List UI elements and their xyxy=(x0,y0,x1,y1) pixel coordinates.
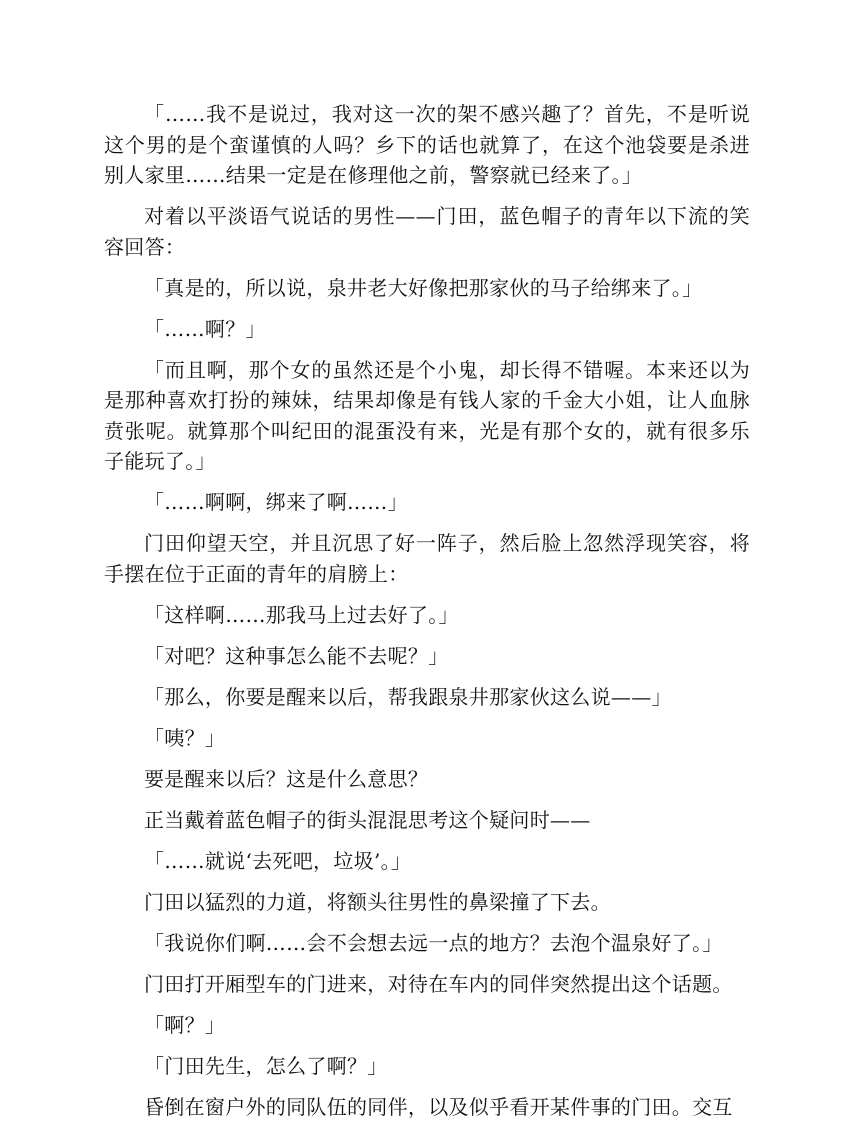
paragraph: 「咦？」 xyxy=(144,725,226,750)
paragraph: 「那么，你要是醒来以后，帮我跟泉井那家伙这么说——」 xyxy=(144,684,672,709)
paragraph: 「这样啊……那我马上过去好了。」 xyxy=(144,602,459,627)
paragraph: 门田仰望天空，并且沉思了好一阵子，然后脸上忽然浮现笑容，将手摆在位于正面的青年的肩膀上： xyxy=(104,531,750,586)
paragraph: 昏倒在窗户外的同队伍的同伴，以及似乎看开某件事的门田。交互 xyxy=(144,1094,733,1119)
paragraph: 要是醒来以后？这是什么意思？ xyxy=(144,766,429,791)
paragraph: 「对吧？这种事怎么能不去呢？」 xyxy=(144,643,449,668)
paragraph: 「而且啊，那个女的虽然还是个小鬼，却长得不错喔。本来还以为是那种喜欢打扮的辣妹，结果却像是有钱人家的千金大小姐，让人血脉贲张呢。就算那个叫纪田的混蛋没有来，光是有那个女的，就有很多乐子能玩了。」 xyxy=(104,357,750,473)
paragraph: 「……就说‘去死吧，垃圾’。」 xyxy=(144,848,412,873)
paragraph: 「真是的，所以说，泉井老大好像把那家伙的马子给绑来了。」 xyxy=(144,275,703,300)
paragraph: 对着以平淡语气说话的男性——门田，蓝色帽子的青年以下流的笑容回答： xyxy=(104,204,750,259)
paragraph: 门田以猛烈的力道，将额头往男性的鼻梁撞了下去。 xyxy=(144,889,611,914)
paragraph: 「……我不是说过，我对这一次的架不感兴趣了？首先，不是听说这个男的是个蛮谨慎的人吗？乡下的话也就算了，在这个池袋要是杀进别人家里……结果一定是在修理他之前，警察就已经来了。」 xyxy=(104,102,750,187)
paragraph: 正当戴着蓝色帽子的街头混混思考这个疑问时—— xyxy=(144,807,591,832)
paragraph: 「门田先生，怎么了啊？」 xyxy=(144,1053,388,1078)
paragraph: 门田打开厢型车的门进来，对待在车内的同伴突然提出这个话题。 xyxy=(144,971,733,996)
document-page xyxy=(104,99,750,1133)
paragraph: 「……啊啊，绑来了啊……」 xyxy=(144,490,408,514)
paragraph: 「……啊？」 xyxy=(144,316,266,341)
paragraph: 「啊？」 xyxy=(144,1012,226,1037)
paragraph: 「我说你们啊……会不会想去远一点的地方？去泡个温泉好了。」 xyxy=(144,930,723,955)
